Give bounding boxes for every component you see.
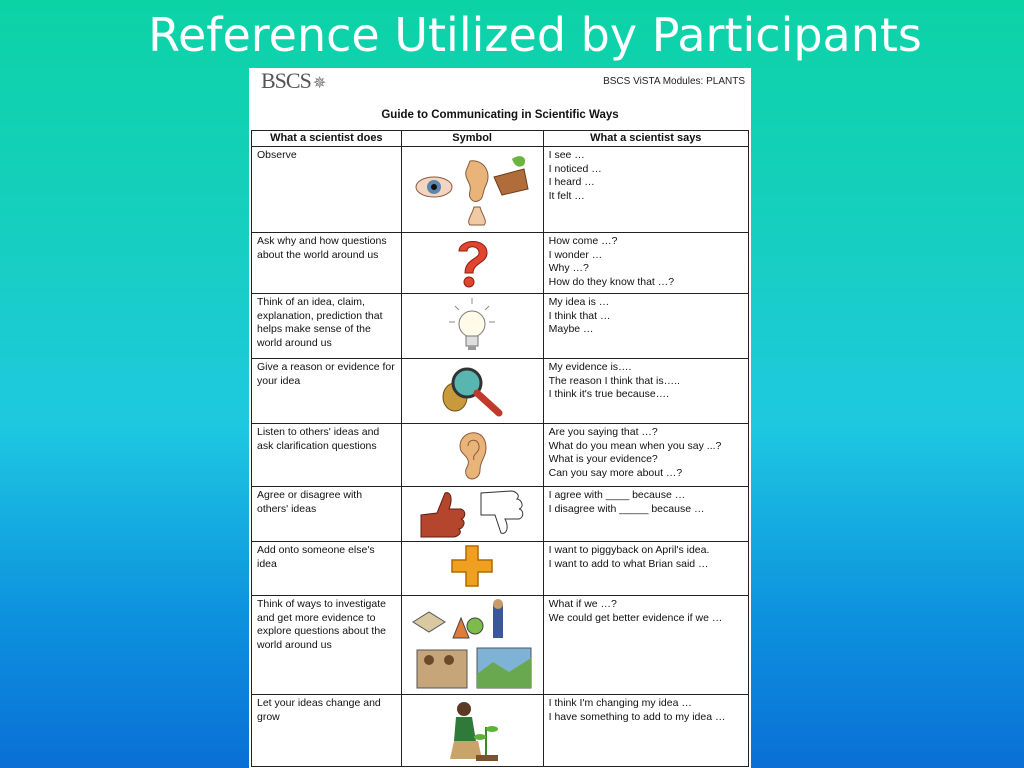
question-mark-icon <box>401 233 543 294</box>
table-row <box>252 147 749 233</box>
scientist-does-cell: Observe <box>252 147 402 233</box>
guide-title: Guide to Communicating in Scientific Ways <box>381 109 619 121</box>
table-row <box>252 487 749 542</box>
magnifying-glass-icon <box>401 359 543 424</box>
scientist-does-cell: Add onto someone else's idea <box>252 542 402 596</box>
table-row <box>252 359 749 424</box>
scientist-does-cell: Ask why and how questions about the world around us <box>252 233 402 294</box>
scientist-says-cell: I think I'm changing my idea … I have something to add to my idea … <box>543 695 748 767</box>
scientist-does-cell: Give a reason or evidence for your idea <box>252 359 402 424</box>
table-row <box>252 294 749 359</box>
scientist-does-cell: Agree or disagree with others' ideas <box>252 487 402 542</box>
module-label: BSCS ViSTA Modules: PLANTS <box>603 76 745 87</box>
scientist-does-cell: Listen to others' ideas and ask clarification questions <box>252 424 402 487</box>
scientist-does-cell: Think of ways to investigate and get more evidence to explore questions about the world around us <box>252 596 402 695</box>
scientist-says-cell: My idea is … I think that … Maybe … <box>543 294 748 359</box>
column-header: What a scientist does <box>252 131 402 147</box>
scientist-says-cell: I agree with ____ because … I disagree with _____ because … <box>543 487 748 542</box>
table-row <box>252 542 749 596</box>
scientist-says-cell: What if we …? We could get better evidence if we … <box>543 596 748 695</box>
eye-ear-hand-nose-icon <box>401 147 543 233</box>
bscs-logo: BSCS ✵ <box>261 68 326 93</box>
investigation-icon <box>401 596 543 695</box>
thumbs-up-down-icon <box>401 487 543 542</box>
growing-plant-icon <box>401 695 543 767</box>
scientist-does-cell: Think of an idea, claim, explanation, prediction that helps make sense of the world around us <box>252 294 402 359</box>
scientist-says-cell: I see … I noticed … I heard … It felt … <box>543 147 748 233</box>
reference-sheet <box>249 68 751 768</box>
scientist-says-cell: My evidence is…. The reason I think that is….. I think it's true because…. <box>543 359 748 424</box>
column-header: Symbol <box>401 131 543 147</box>
slide-title: Reference Utilized by Participants <box>148 8 922 62</box>
table-header-row <box>252 131 749 147</box>
scientist-says-cell: I want to piggyback on April's idea. I want to add to what Brian said … <box>543 542 748 596</box>
scientist-says-cell: Are you saying that …? What do you mean when you say ...? What is your evidence? Can you say more about …? <box>543 424 748 487</box>
light-bulb-icon <box>401 294 543 359</box>
scientist-says-cell: How come …? I wonder … Why …? How do they know that …? <box>543 233 748 294</box>
table-row <box>252 233 749 294</box>
column-header: What a scientist says <box>543 131 748 147</box>
ear-icon <box>401 424 543 487</box>
plus-icon <box>401 542 543 596</box>
table-row <box>252 695 749 767</box>
scientist-does-cell: Let your ideas change and grow <box>252 695 402 767</box>
reference-table <box>251 130 749 767</box>
table-row <box>252 424 749 487</box>
table-row <box>252 596 749 695</box>
